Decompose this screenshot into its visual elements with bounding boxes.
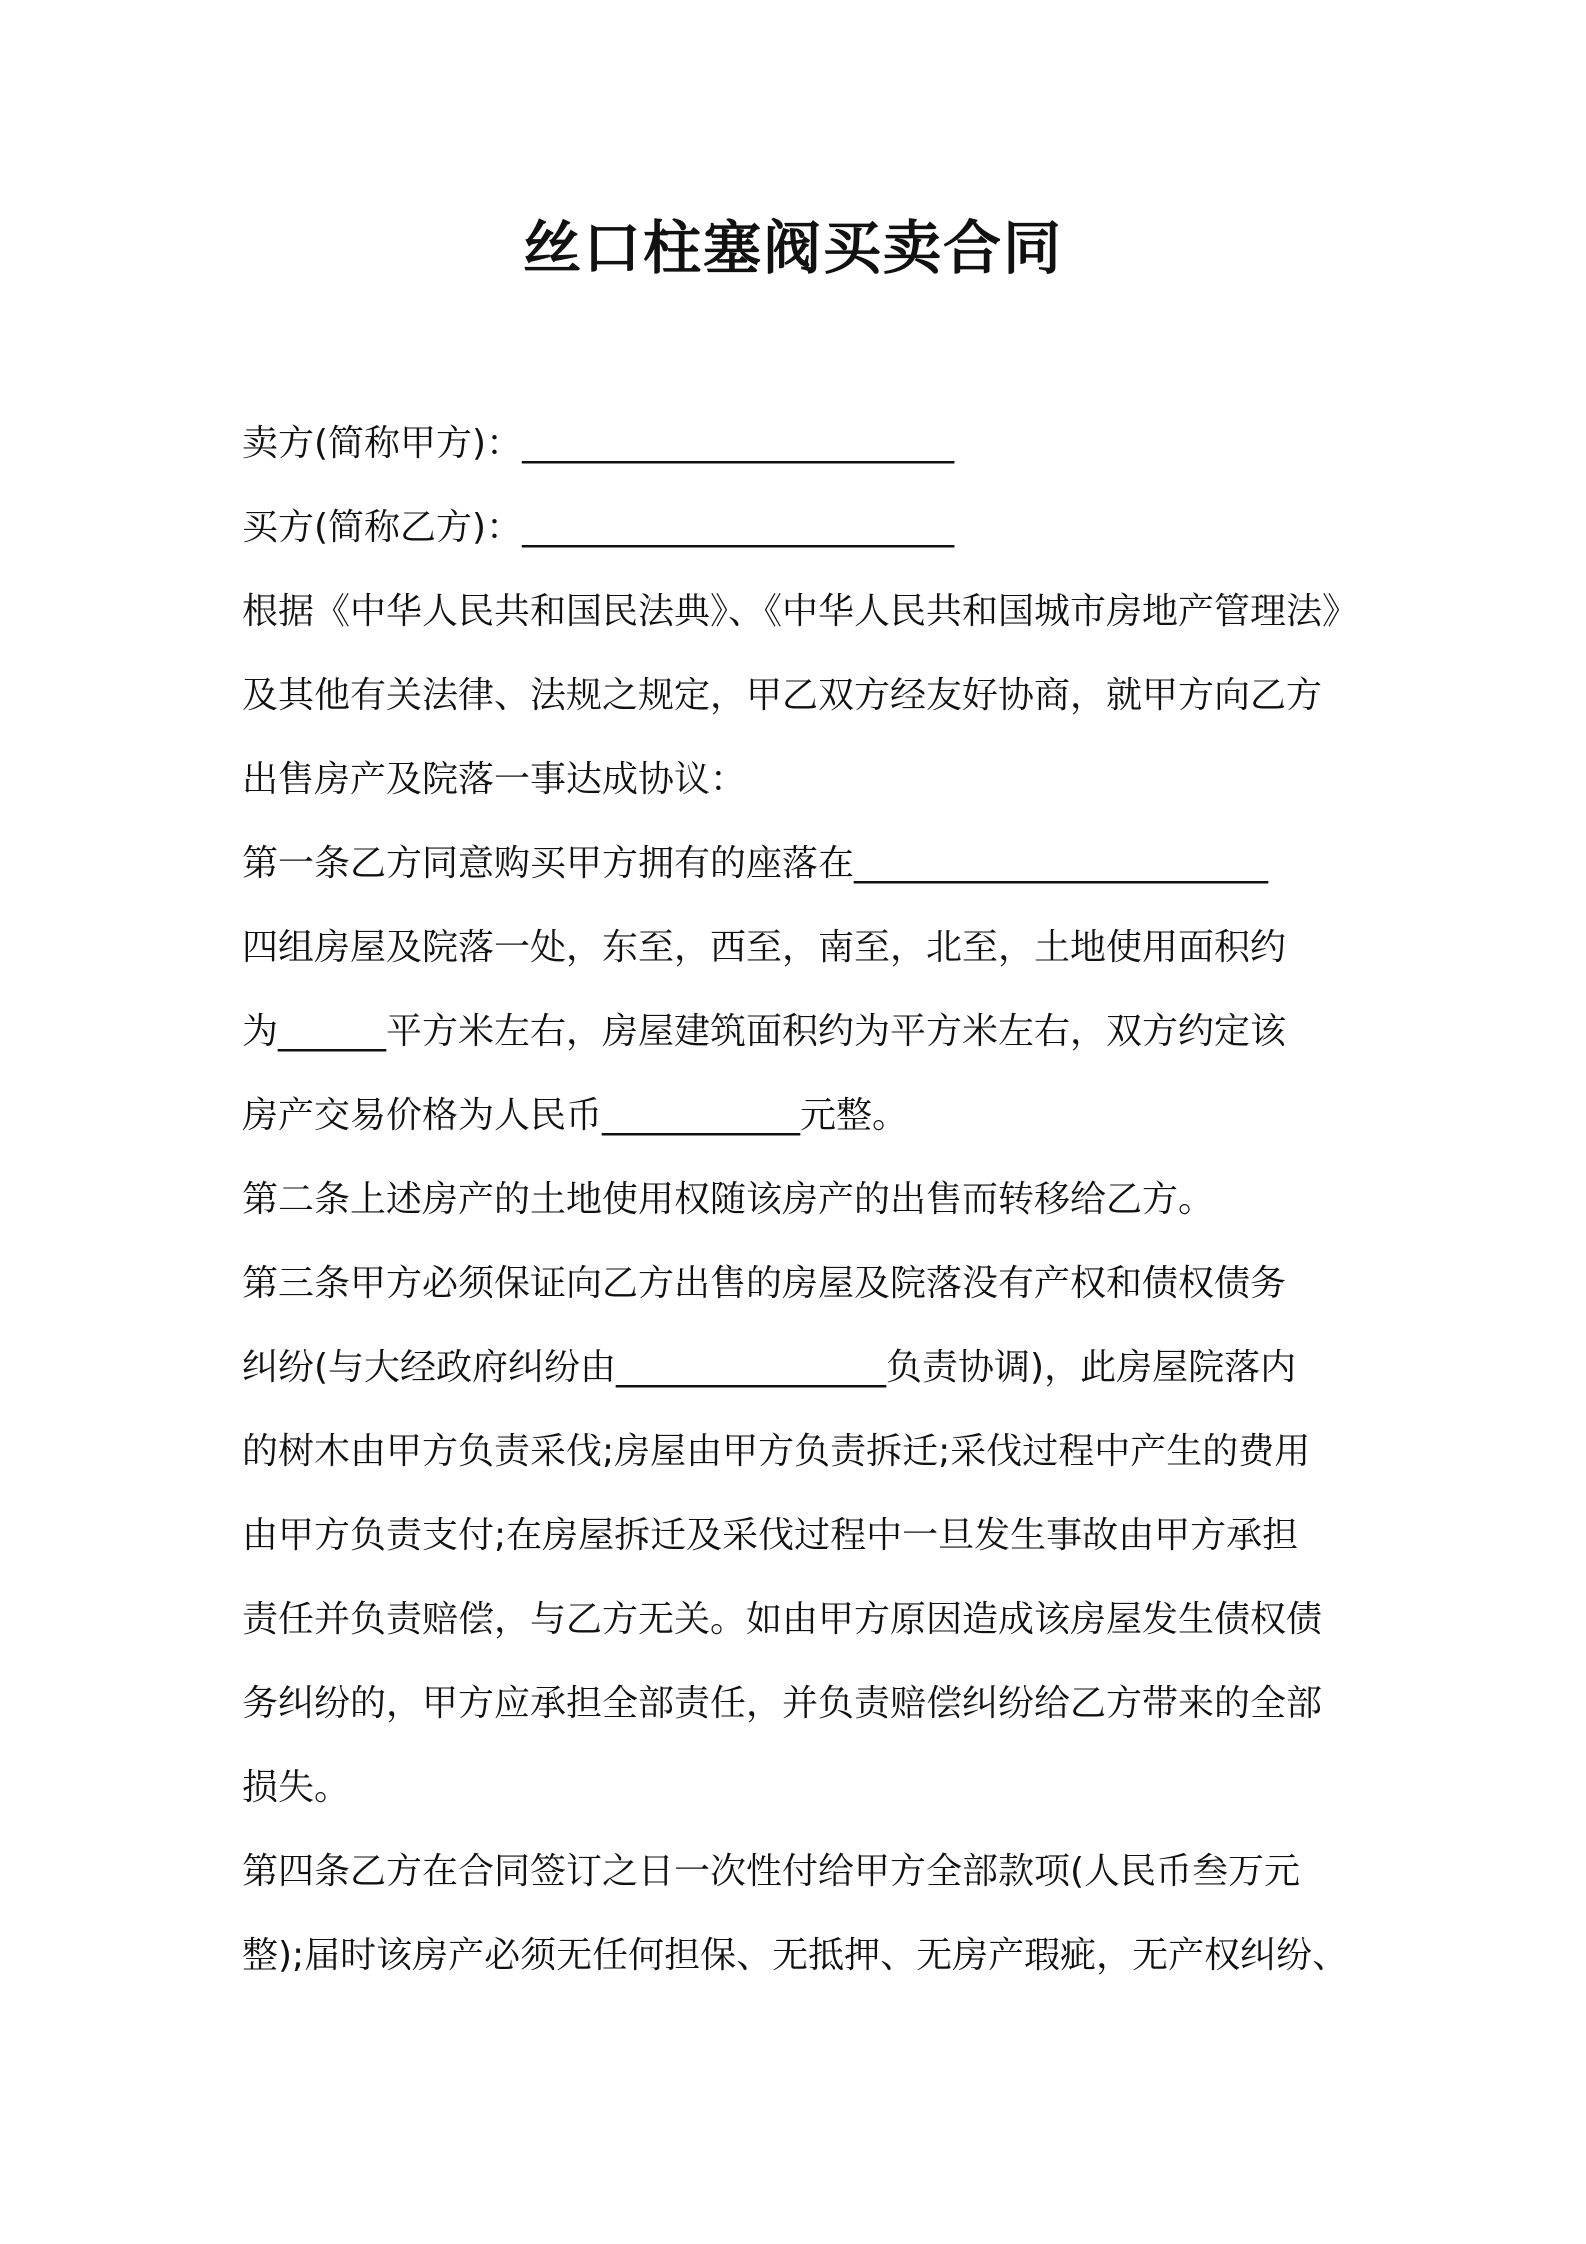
article-1-line: 为______平方米左右，房屋建筑面积约为平方米左右，双方约定该 [242, 1011, 1287, 1052]
preamble-line: 根据《中华人民共和国民法典》、《中华人民共和国城市房地产管理法》 [242, 591, 1359, 632]
seller-line: 卖方(简称甲方)：________________________ [242, 423, 955, 464]
document-title: 丝口柱塞阀买卖合同 [522, 214, 1063, 282]
document-body [242, 402, 1362, 1998]
article-3-line: 损失。 [242, 1767, 351, 1808]
article-3-line: 的树木由甲方负责采伐;房屋由甲方负责拆迁;采伐过程中产生的费用 [242, 1431, 1311, 1472]
preamble-line: 出售房产及院落一事达成协议： [242, 759, 747, 800]
preamble-line: 及其他有关法律、法规之规定，甲乙双方经友好协商，就甲方向乙方 [242, 675, 1323, 716]
article-4-line: 第四条乙方在合同签订之日一次性付给甲方全部款项(人民币叁万元 [242, 1851, 1301, 1892]
article-3-line: 务纠纷的，甲方应承担全部责任，并负责赔偿纠纷给乙方带来的全部 [242, 1683, 1323, 1724]
article-3-line: 第三条甲方必须保证向乙方出售的房屋及院落没有产权和债权债务 [242, 1263, 1287, 1304]
article-3-line: 责任并负责赔偿，与乙方无关。如由甲方原因造成该房屋发生债权债 [242, 1599, 1323, 1640]
article-3-line: 纠纷(与大经政府纠纷由_______________负责协调)，此房屋院落内 [242, 1347, 1297, 1388]
buyer-line: 买方(简称乙方)：________________________ [242, 507, 955, 548]
article-4-line: 整);届时该房产必须无任何担保、无抵押、无房产瑕疵，无产权纠纷、 [242, 1935, 1349, 1976]
article-2-line: 第二条上述房产的土地使用权随该房产的出售而转移给乙方。 [242, 1179, 1215, 1220]
article-3-line: 由甲方负责支付;在房屋拆迁及采伐过程中一旦发生事故由甲方承担 [242, 1515, 1299, 1556]
article-1-line: 四组房屋及院落一处，东至，西至，南至，北至，土地使用面积约 [242, 927, 1287, 968]
article-1-line: 房产交易价格为人民币___________元整。 [242, 1095, 909, 1136]
article-1-line: 第一条乙方同意购买甲方拥有的座落在_______________________ [242, 843, 1269, 884]
